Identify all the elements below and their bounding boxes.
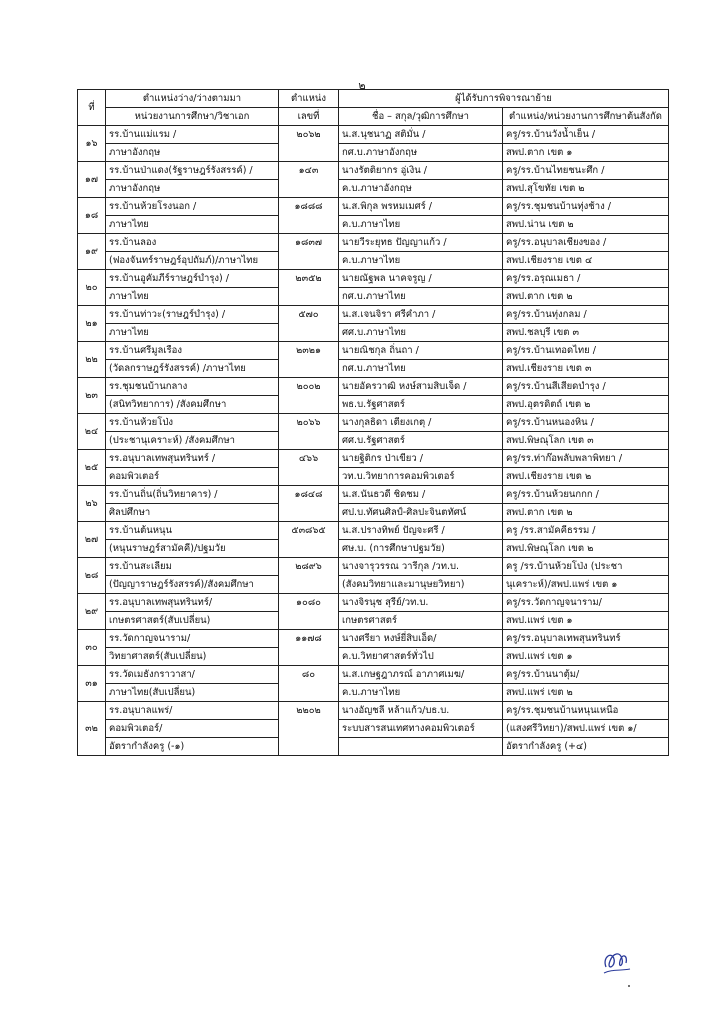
current-unit: สพป.แพร่ เขต ๑	[503, 612, 669, 630]
current-unit: ครู/รร.ชุมชนบ้านทุ่งช้าง /	[503, 198, 669, 216]
candidate-name-degree: ค.บ.ภาษาไทย	[339, 684, 503, 702]
stray-dot	[628, 985, 630, 987]
vacant-position: รร.อนุบาลเทพสุนทรินทร์ /	[106, 450, 279, 468]
candidate-name-degree: น.ส.นันธวดี ชิดชม /	[339, 486, 503, 504]
current-unit: ครู/รร.บ้านหนองหิน /	[503, 414, 669, 432]
candidate-name-degree: กศ.บ.ภาษาอังกฤษ	[339, 144, 503, 162]
row-number: ๑๖	[78, 126, 106, 162]
position-number: ๒๓๕๒	[279, 270, 339, 306]
vacant-position: (ปัญญาราษฎร์รังสรรค์)/สังคมศึกษา	[106, 576, 279, 594]
vacant-position: รร.บ้านอูคัมภีร์ราษฎร์บำรุง) /	[106, 270, 279, 288]
table-row	[78, 630, 669, 648]
row-number: ๑๗	[78, 162, 106, 198]
current-unit: สพป.เชียงราย เขต ๔	[503, 252, 669, 270]
candidate-name-degree: น.ส.นุชนาฏ สติมั่น /	[339, 126, 503, 144]
table-row	[78, 576, 669, 594]
current-unit: สพป.พิษณุโลก เขต ๒	[503, 540, 669, 558]
table-row	[78, 738, 669, 756]
vacant-position: รร.อนุบาลเทพสุนทรินทร์/	[106, 594, 279, 612]
table-row	[78, 306, 669, 324]
table-row	[78, 720, 669, 738]
candidate-name-degree: นางรัตติยากร อู่เงิน /	[339, 162, 503, 180]
vacant-position: รร.บ้านศรีมูลเรือง	[106, 342, 279, 360]
table-row	[78, 144, 669, 162]
current-unit: อัตรากำลังครู (+๔)	[503, 738, 669, 756]
header-vacant-position: ตำแหน่งว่าง/ว่างตามมา	[106, 90, 279, 108]
candidate-name-degree: ค.บ.ภาษาไทย	[339, 252, 503, 270]
current-unit: (แสงศรีวิทยา)/สพป.แพร่ เขต ๑/	[503, 720, 669, 738]
vacant-position: อัตรากำลังครู (-๑)	[106, 738, 279, 756]
candidate-name-degree: (สังคมวิทยาและมานุษยวิทยา)	[339, 576, 503, 594]
table-row	[78, 414, 669, 432]
header-no: ที่	[78, 90, 106, 126]
position-number: ๒๐๖๖	[279, 414, 339, 450]
candidate-name-degree: พธ.บ.รัฐศาสตร์	[339, 396, 503, 414]
candidate-name-degree	[339, 738, 503, 756]
current-unit: สพป.ตาก เขต ๑	[503, 144, 669, 162]
candidate-name-degree: น.ส.ปรางทิพย์ ปัญจะศรี /	[339, 522, 503, 540]
row-number: ๒๕	[78, 450, 106, 486]
table-row	[78, 324, 669, 342]
current-unit: สพป.พิษณุโลก เขต ๓	[503, 432, 669, 450]
current-unit: ครู/รร.ท่าก๊อพลับพลาพิทยา /	[503, 450, 669, 468]
row-number: ๒๑	[78, 306, 106, 342]
vacant-position: (หนุนราษฎร์สามัคคี)/ปฐมวัย	[106, 540, 279, 558]
candidate-name-degree: เกษตรศาสตร์	[339, 612, 503, 630]
table-row	[78, 666, 669, 684]
position-number: ๒๐๖๒	[279, 126, 339, 162]
header-unit-subject: หน่วยงานการศึกษา/วิชาเอก	[106, 108, 279, 126]
table-row	[78, 180, 669, 198]
header-number: เลขที่	[279, 108, 339, 126]
candidate-name-degree: นางจิรนุช สุรีย์/วท.บ.	[339, 594, 503, 612]
current-unit: สพป.ชลบุรี เขต ๓	[503, 324, 669, 342]
row-number: ๓๐	[78, 630, 106, 666]
current-unit: สพป.น่าน เขต ๒	[503, 216, 669, 234]
current-unit: ครู/รร.บ้านวังน้ำเย็น /	[503, 126, 669, 144]
current-unit: สพป.ตาก เขต ๒	[503, 288, 669, 306]
table-row	[78, 612, 669, 630]
vacant-position: รร.บ้านห้วยโรงนอก /	[106, 198, 279, 216]
page-number: ๒	[358, 79, 366, 92]
table-row	[78, 378, 669, 396]
header-considered: ผู้ได้รับการพิจารณาย้าย	[339, 90, 669, 108]
vacant-position: รร.วัดเมธังกราวาสา/	[106, 666, 279, 684]
vacant-position: รร.บ้านสะเลียม	[106, 558, 279, 576]
candidate-name-degree: กศ.บ.ภาษาไทย	[339, 288, 503, 306]
current-unit: สพป.อุตรดิตถ์ เขต ๒	[503, 396, 669, 414]
current-unit: นุเคราะห์)/สพป.แพร่ เขต ๑	[503, 576, 669, 594]
vacant-position: รร.บ้านถิ่น(ถิ่นวิทยาคาร) /	[106, 486, 279, 504]
table-row	[78, 468, 669, 486]
table-row	[78, 126, 669, 144]
vacant-position: ศิลปศึกษา	[106, 504, 279, 522]
row-number: ๒๘	[78, 558, 106, 594]
vacant-position: คอมพิวเตอร์/	[106, 720, 279, 738]
candidate-name-degree: น.ส.เกษฐฎาภรณ์ อาภาศเมฆ/	[339, 666, 503, 684]
position-number: ๒๘๙๖	[279, 558, 339, 594]
table-row	[78, 396, 669, 414]
current-unit: สพป.ตาก เขต ๒	[503, 504, 669, 522]
position-number: ๑๘๘๘	[279, 198, 339, 234]
row-number: ๓๑	[78, 666, 106, 702]
candidate-name-degree: ศศ.บ.ภาษาไทย	[339, 324, 503, 342]
vacant-position: ภาษาไทย	[106, 216, 279, 234]
vacant-position: รร.บ้านห้วยโป่ง	[106, 414, 279, 432]
vacant-position: รร.บ้านท่าวะ(ราษฎร์บำรุง) /	[106, 306, 279, 324]
candidate-name-degree: ศศ.บ.รัฐศาสตร์	[339, 432, 503, 450]
current-unit: ครู/รร.บ้านทุ่งกลม /	[503, 306, 669, 324]
row-number: ๒๗	[78, 522, 106, 558]
table-row	[78, 198, 669, 216]
table-row	[78, 594, 669, 612]
candidate-name-degree: ศษ.บ. (การศึกษาปฐมวัย)	[339, 540, 503, 558]
vacant-position: (ประชานุเคราะห์) /สังคมศึกษา	[106, 432, 279, 450]
current-unit: สพป.เชียงราย เขต ๒	[503, 468, 669, 486]
row-number: ๓๒	[78, 702, 106, 756]
transfer-table	[77, 89, 669, 756]
current-unit: ครู/รร.อรุณเมธา /	[503, 270, 669, 288]
vacant-position: รร.วัดกาญจนาราม/	[106, 630, 279, 648]
vacant-position: รร.ชุมชนบ้านกลาง	[106, 378, 279, 396]
header-name-degree: ชื่อ – สกุล/วุฒิการศึกษา	[339, 108, 503, 126]
candidate-name-degree: กศ.บ.ภาษาไทย	[339, 360, 503, 378]
row-number: ๒๓	[78, 378, 106, 414]
position-number: ๒๒๐๒	[279, 702, 339, 756]
table-row	[78, 342, 669, 360]
row-number: ๒๖	[78, 486, 106, 522]
vacant-position: รร.บ้านต้นหนุน	[106, 522, 279, 540]
table-row	[78, 486, 669, 504]
candidate-name-degree: นางอัญชลี หล้าแก้ว/บธ.บ.	[339, 702, 503, 720]
row-number: ๒๔	[78, 414, 106, 450]
row-number: ๑๙	[78, 234, 106, 270]
position-number: ๑๘๓๗	[279, 234, 339, 270]
vacant-position: ภาษาไทย(สับเปลี่ยน)	[106, 684, 279, 702]
vacant-position: ภาษาไทย	[106, 324, 279, 342]
current-unit: ครู/รร.บ้านห้วยนกกก /	[503, 486, 669, 504]
current-unit: ครู/รร.อนุบาลเทพสุนทรินทร์	[503, 630, 669, 648]
candidate-name-degree: นางศรียา หงษ์ยี่สิบเอ็ด/	[339, 630, 503, 648]
table-row	[78, 360, 669, 378]
current-unit: ครู/รร.ชุมชนบ้านหนุนเหนือ	[503, 702, 669, 720]
candidate-name-degree: นายฐิติกร ป่าเขียว /	[339, 450, 503, 468]
candidate-name-degree: นายอัครวาฒิ หงษ์สามสิบเจ็ด /	[339, 378, 503, 396]
vacant-position: ภาษาไทย	[106, 288, 279, 306]
current-unit: สพป.เชียงราย เขต ๓	[503, 360, 669, 378]
current-unit: ครู/รร.บ้านเทอดไทย /	[503, 342, 669, 360]
table-row	[78, 540, 669, 558]
header-position-number: ตำแหน่ง	[279, 90, 339, 108]
vacant-position: ภาษาอังกฤษ	[106, 144, 279, 162]
vacant-position: รร.อนุบาลแพร่/	[106, 702, 279, 720]
candidate-name-degree: นางกุลธิดา เตียงเกตุ /	[339, 414, 503, 432]
vacant-position: คอมพิวเตอร์	[106, 468, 279, 486]
table-row	[78, 684, 669, 702]
current-unit: สพป.แพร่ เขต ๒	[503, 684, 669, 702]
candidate-name-degree: วท.บ.วิทยาการคอมพิวเตอร์	[339, 468, 503, 486]
current-unit: ครู /รร.สามัคคีธรรม /	[503, 522, 669, 540]
candidate-name-degree: น.ส.เจนจิรา ศรีคำภา /	[339, 306, 503, 324]
candidate-name-degree: นายณัฐพล นาคจรูญ /	[339, 270, 503, 288]
candidate-name-degree: นางจารุวรรณ วารีกุล /วท.บ.	[339, 558, 503, 576]
candidate-name-degree: ค.บ.ภาษาอังกฤษ	[339, 180, 503, 198]
table-row	[78, 288, 669, 306]
header-current-unit: ตำแหน่ง/หน่วยงานการศึกษาต้นสังกัด	[503, 108, 669, 126]
table-row	[78, 558, 669, 576]
vacant-position: (สนิทวิทยาการ) /สังคมศึกษา	[106, 396, 279, 414]
table-row	[78, 648, 669, 666]
current-unit: ครู/รร.บ้านสีเสียดบำรุง /	[503, 378, 669, 396]
candidate-name-degree: นายณิชกุล ถิ่นถา /	[339, 342, 503, 360]
candidate-name-degree: ระบบสารสนเทศทางคอมพิวเตอร์	[339, 720, 503, 738]
candidate-name-degree: ค.บ.วิทยาศาสตร์ทั่วไป	[339, 648, 503, 666]
row-number: ๑๘	[78, 198, 106, 234]
signature-mark	[600, 947, 632, 977]
vacant-position: (วัดลกราษฎร์รังสรรค์) /ภาษาไทย	[106, 360, 279, 378]
current-unit: ครู/รร.อนุบาลเชียงของ /	[503, 234, 669, 252]
table-row	[78, 270, 669, 288]
position-number: ๑๔๓	[279, 162, 339, 198]
row-number: ๒๐	[78, 270, 106, 306]
candidate-name-degree: ศป.บ.ทัศนศิลป์-ศิลปะจินตทัศน์	[339, 504, 503, 522]
vacant-position: รร.บ้านแม่แรม /	[106, 126, 279, 144]
current-unit: สพป.แพร่ เขต ๑	[503, 648, 669, 666]
vacant-position: รร.บ้านป่าแดง(รัฐราษฎร์รังสรรค์) /	[106, 162, 279, 180]
table-row	[78, 522, 669, 540]
position-number: ๒๓๒๑	[279, 342, 339, 378]
current-unit: สพป.สุโขทัย เขต ๒	[503, 180, 669, 198]
current-unit: ครู/รร.บ้านนาตุ้ม/	[503, 666, 669, 684]
table-row	[78, 504, 669, 522]
candidate-name-degree: ค.บ.ภาษาไทย	[339, 216, 503, 234]
row-number: ๒๙	[78, 594, 106, 630]
candidate-name-degree: นายวีระยุทธ ปัญญาแก้ว /	[339, 234, 503, 252]
table-row	[78, 234, 669, 252]
table-row	[78, 432, 669, 450]
position-number: ๑๑๗๘	[279, 630, 339, 666]
position-number: ๒๐๐๒	[279, 378, 339, 414]
table-row	[78, 450, 669, 468]
position-number: ๑๘๔๘	[279, 486, 339, 522]
position-number: ๔๖๖	[279, 450, 339, 486]
position-number: ๘๐	[279, 666, 339, 702]
vacant-position: รร.บ้านลอง	[106, 234, 279, 252]
position-number: ๕๓๘๖๕	[279, 522, 339, 558]
vacant-position: เกษตรศาสตร์(สับเปลี่ยน)	[106, 612, 279, 630]
row-number: ๒๒	[78, 342, 106, 378]
position-number: ๑๐๘๐	[279, 594, 339, 630]
current-unit: ครู /รร.บ้านห้วยโป่ง (ประชา	[503, 558, 669, 576]
current-unit: ครู/รร.บ้านไทยชนะศึก /	[503, 162, 669, 180]
table-row	[78, 162, 669, 180]
vacant-position: วิทยาศาสตร์(สับเปลี่ยน)	[106, 648, 279, 666]
vacant-position: ภาษาอังกฤษ	[106, 180, 279, 198]
position-number: ๕๗๐	[279, 306, 339, 342]
current-unit: ครู/รร.วัดกาญจนาราม/	[503, 594, 669, 612]
table-row	[78, 702, 669, 720]
vacant-position: (ฟองจันทร์ราษฎร์อุปถัมภ์)/ภาษาไทย	[106, 252, 279, 270]
candidate-name-degree: น.ส.พิกุล พรหมเมศร์ /	[339, 198, 503, 216]
table-row	[78, 216, 669, 234]
table-row	[78, 252, 669, 270]
